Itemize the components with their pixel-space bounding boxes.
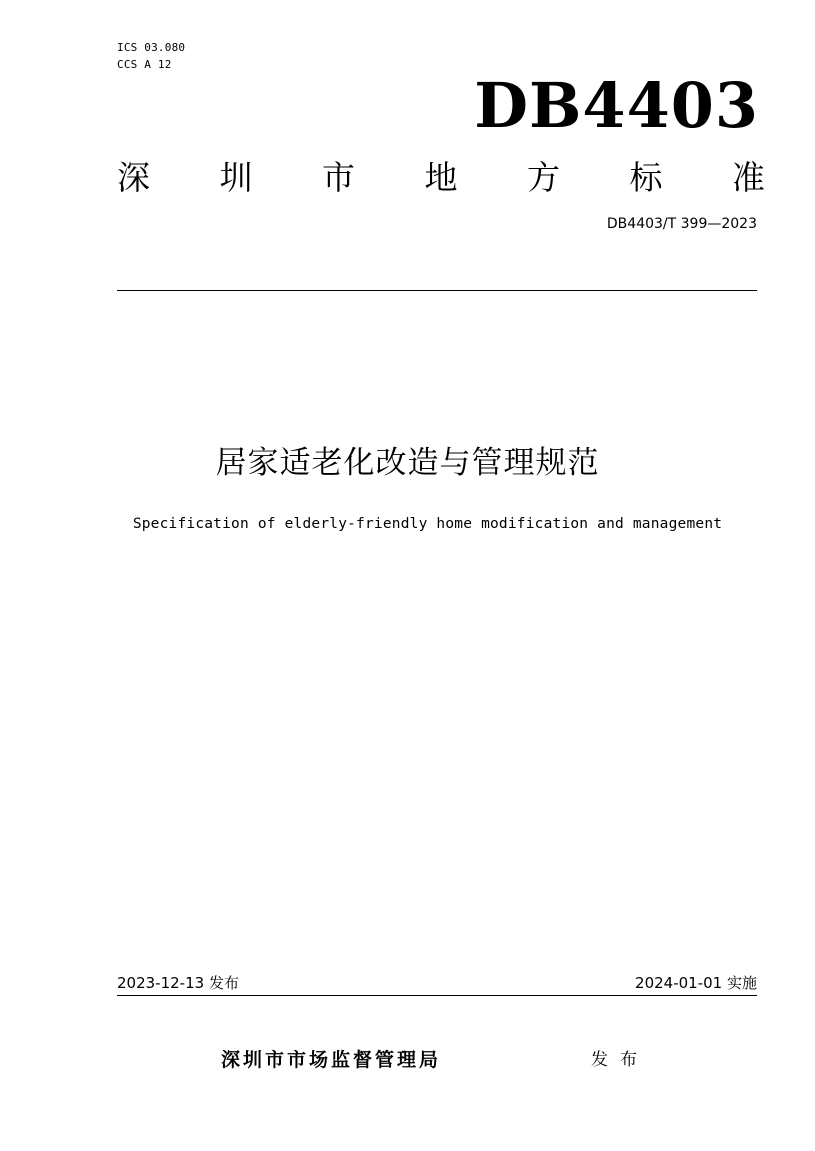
- implementation-date: 2024-01-01 实施: [635, 974, 757, 992]
- top-divider: [117, 290, 757, 291]
- standard-type-char: 市: [322, 158, 355, 197]
- standard-type-heading: [117, 156, 765, 200]
- document-title-english: Specification of elderly-friendly home modification and management: [132, 516, 723, 532]
- standard-type-char: 方: [527, 158, 560, 197]
- standard-code-heading: DB4403: [474, 69, 759, 142]
- publisher-name: 深圳市市场监督管理局: [221, 1049, 442, 1071]
- standard-type-char: 标: [629, 158, 663, 197]
- document-title-chinese: 居家适老化改造与管理规范: [215, 445, 600, 481]
- standard-type-char: 准: [732, 158, 765, 197]
- standard-number: DB4403/T 399—2023: [606, 216, 757, 232]
- ccs-code: CCS A 12: [117, 58, 172, 71]
- standard-type-char: 地: [424, 158, 458, 197]
- publish-label: 发布: [591, 1050, 649, 1070]
- ics-code: ICS 03.080: [117, 41, 186, 54]
- standard-type-char: 圳: [219, 158, 253, 197]
- bottom-divider: [117, 995, 757, 996]
- standard-type-char: 深: [117, 158, 150, 197]
- issue-date: 2023-12-13 发布: [117, 974, 239, 992]
